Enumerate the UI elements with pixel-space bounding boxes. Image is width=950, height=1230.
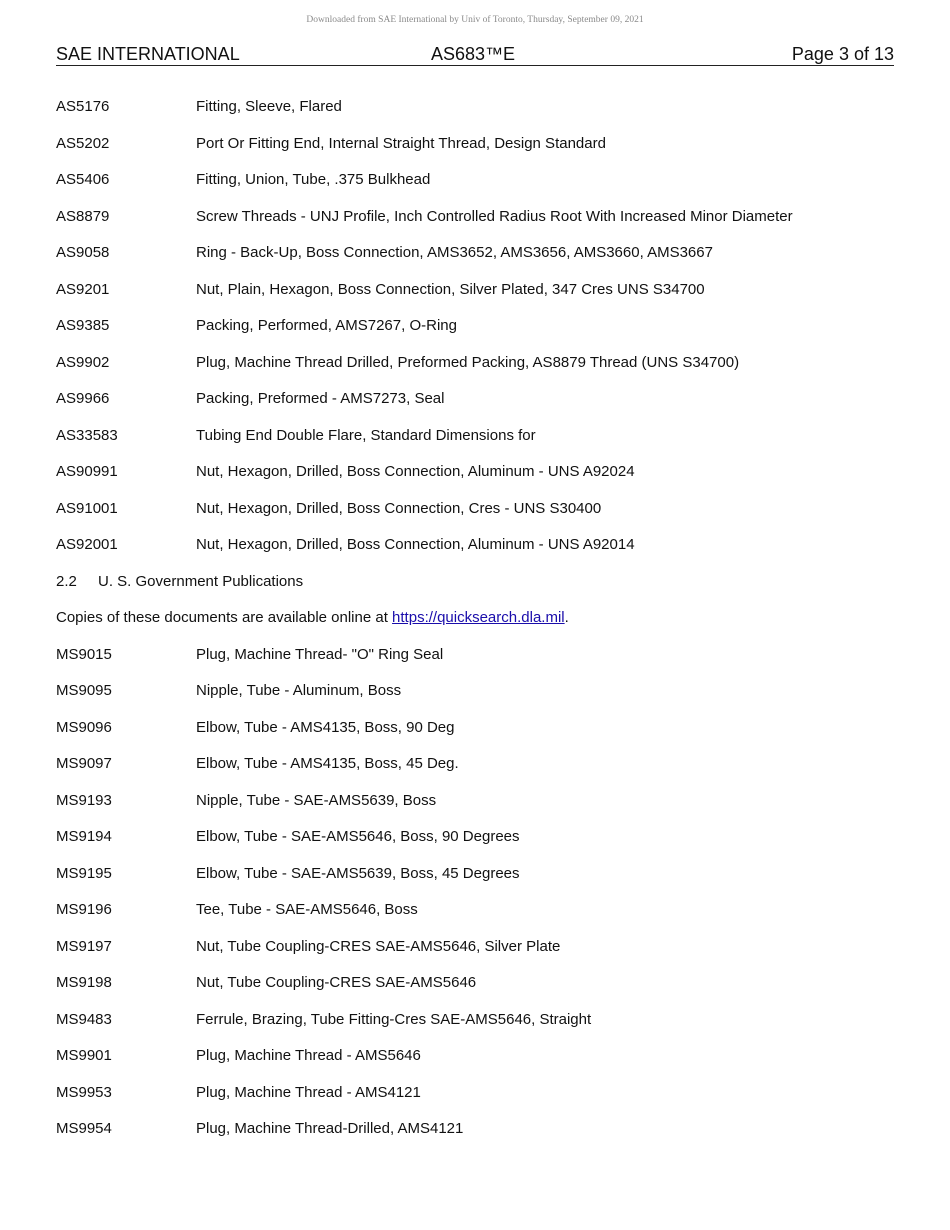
reference-code: AS8879	[56, 207, 110, 225]
reference-row	[56, 418, 894, 455]
reference-row	[56, 527, 894, 564]
reference-description: Elbow, Tube - AMS4135, Boss, 90 Deg	[196, 718, 455, 736]
reference-code: MS9095	[56, 682, 112, 699]
reference-code: MS9954	[56, 1120, 112, 1137]
reference-row	[56, 710, 894, 747]
reference-row	[56, 381, 894, 418]
reference-code: MS9194	[56, 828, 112, 845]
reference-description: Plug, Machine Thread - AMS4121	[196, 1083, 421, 1101]
reference-description: Screw Threads - UNJ Profile, Inch Controlled Radius Root With Increased Minor Diameter	[196, 207, 793, 225]
reference-description: Packing, Preformed - AMS7273, Seal	[196, 390, 445, 407]
reference-description: Plug, Machine Thread- "O" Ring Seal	[196, 645, 444, 663]
reference-code: MS9901	[56, 1047, 112, 1064]
reference-description: Tee, Tube - SAE-AMS5646, Boss	[196, 901, 418, 918]
reference-row	[56, 454, 894, 491]
reference-row	[56, 1111, 894, 1148]
reference-row	[56, 345, 894, 382]
reference-description: Ring - Back-Up, Boss Connection, AMS3652, AMS3656, AMS3660, AMS3667	[196, 244, 713, 261]
reference-code: MS9096	[56, 718, 112, 736]
reference-row	[56, 746, 894, 783]
reference-code: AS91001	[56, 499, 118, 517]
reference-code: MS9953	[56, 1083, 112, 1101]
reference-description: Elbow, Tube - SAE-AMS5646, Boss, 90 Degrees	[196, 828, 520, 845]
reference-code: MS9097	[56, 755, 112, 772]
reference-description: Plug, Machine Thread Drilled, Preformed Packing, AS8879 Thread (UNS S34700)	[196, 353, 740, 371]
reference-row	[56, 783, 894, 820]
reference-row	[56, 199, 894, 236]
reference-description: Nut, Tube Coupling-CRES SAE-AMS5646, Silver Plate	[196, 937, 561, 955]
reference-row	[56, 856, 894, 893]
reference-description: Plug, Machine Thread-Drilled, AMS4121	[196, 1120, 464, 1137]
reference-row	[56, 126, 894, 163]
reference-description: Fitting, Sleeve, Flared	[196, 98, 342, 115]
reference-code: AS5406	[56, 171, 110, 188]
reference-description: Nut, Hexagon, Drilled, Boss Connection, Aluminum - UNS A92024	[196, 463, 635, 480]
download-watermark: Downloaded from SAE International by Univ of Toronto, Thursday, September 09, 2021	[306, 15, 644, 25]
document-body	[56, 89, 894, 1148]
reference-description: Nipple, Tube - SAE-AMS5639, Boss	[196, 791, 437, 809]
reference-row	[56, 1002, 894, 1039]
section-title: U. S. Government Publications	[98, 572, 304, 590]
reference-description: Elbow, Tube - AMS4135, Boss, 45 Deg.	[196, 755, 459, 772]
reference-code: AS33583	[56, 426, 118, 444]
reference-description: Fitting, Union, Tube, .375 Bulkhead	[196, 171, 431, 188]
availability-period: .	[564, 609, 569, 626]
reference-description: Port Or Fitting End, Internal Straight Thread, Design Standard	[196, 134, 606, 152]
reference-row	[56, 673, 894, 710]
reference-row	[56, 308, 894, 345]
reference-description: Nut, Plain, Hexagon, Boss Connection, Silver Plated, 347 Cres UNS S34700	[196, 280, 705, 298]
reference-code: AS90991	[56, 463, 118, 480]
sae-reference-list	[56, 89, 894, 564]
reference-code: AS5202	[56, 134, 110, 152]
reference-description: Nut, Hexagon, Drilled, Boss Connection, Aluminum - UNS A92014	[196, 536, 635, 553]
reference-code: AS5176	[56, 98, 110, 115]
reference-description: Nut, Hexagon, Drilled, Boss Connection, Cres - UNS S30400	[196, 499, 602, 517]
reference-description: Elbow, Tube - SAE-AMS5639, Boss, 45 Degrees	[196, 864, 520, 882]
section-heading	[56, 564, 894, 601]
section-number: 2.2	[56, 572, 77, 590]
reference-description: Nipple, Tube - Aluminum, Boss	[196, 682, 402, 699]
reference-code: MS9015	[56, 645, 112, 663]
reference-code: MS9483	[56, 1010, 112, 1028]
reference-code: AS9385	[56, 317, 110, 334]
reference-row	[56, 819, 894, 856]
reference-description: Ferrule, Brazing, Tube Fitting-Cres SAE-AMS5646, Straight	[196, 1010, 592, 1028]
reference-row	[56, 637, 894, 674]
reference-description: Nut, Tube Coupling-CRES SAE-AMS5646	[196, 974, 477, 991]
reference-description: Plug, Machine Thread - AMS5646	[196, 1047, 421, 1064]
reference-code: AS92001	[56, 536, 118, 553]
reference-description: Packing, Performed, AMS7267, O-Ring	[196, 317, 457, 334]
quicksearch-link[interactable]: https://quicksearch.dla.mil	[392, 609, 565, 626]
reference-code: MS9195	[56, 864, 112, 882]
reference-code: AS9902	[56, 353, 110, 371]
reference-row	[56, 272, 894, 309]
reference-code: AS9058	[56, 244, 110, 261]
reference-row	[56, 1038, 894, 1075]
reference-code: AS9201	[56, 280, 110, 298]
reference-description: Tubing End Double Flare, Standard Dimensions for	[196, 426, 536, 444]
header-org: SAE INTERNATIONAL	[56, 44, 240, 64]
reference-row	[56, 929, 894, 966]
reference-code: MS9196	[56, 901, 112, 918]
header-doc-id: AS683™E	[431, 44, 516, 64]
availability-paragraph	[56, 600, 894, 637]
reference-row	[56, 965, 894, 1002]
reference-row	[56, 1075, 894, 1112]
ms-reference-list	[56, 637, 894, 1148]
reference-code: AS9966	[56, 390, 110, 407]
reference-row	[56, 89, 894, 126]
page-header	[56, 43, 894, 66]
availability-text: Copies of these documents are available online at	[56, 609, 393, 626]
reference-row	[56, 162, 894, 199]
reference-code: MS9197	[56, 937, 112, 955]
reference-code: MS9198	[56, 974, 112, 991]
reference-row	[56, 235, 894, 272]
reference-row	[56, 491, 894, 528]
reference-code: MS9193	[56, 791, 112, 809]
header-page-number: Page 3 of 13	[791, 44, 894, 64]
reference-row	[56, 892, 894, 929]
